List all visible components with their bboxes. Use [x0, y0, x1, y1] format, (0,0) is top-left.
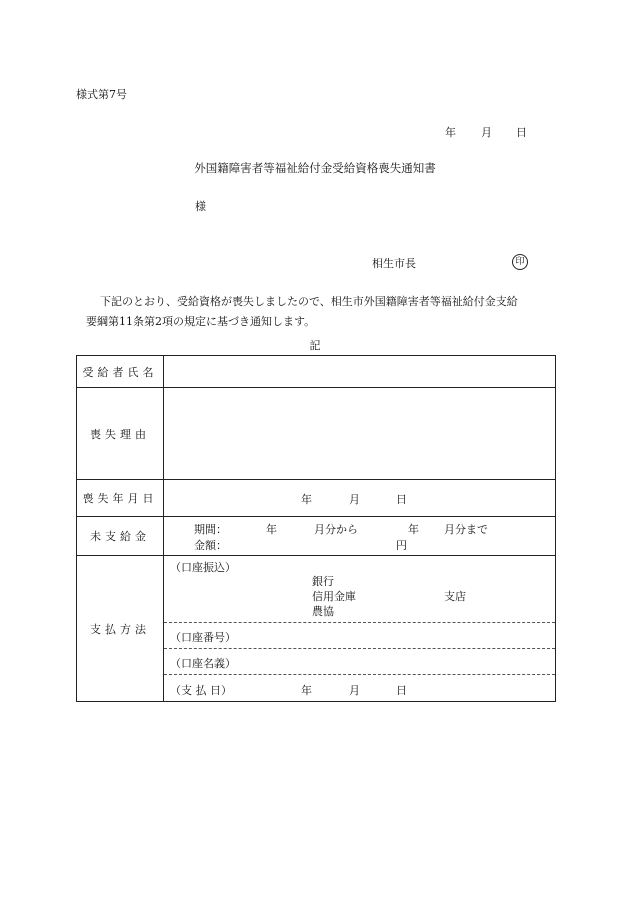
- loss-date-year: 年: [301, 493, 312, 506]
- pay-date-day: 日: [396, 684, 407, 697]
- pay-date-label: （支 払 日）: [170, 684, 232, 697]
- pay-date-month: 月: [349, 684, 360, 697]
- table-row-recipient: [77, 356, 556, 388]
- period-year-to: 年: [408, 523, 419, 536]
- transfer-label: （口座振込）: [170, 561, 236, 574]
- seal-mark: 印: [512, 254, 528, 270]
- account-name-label: （口座名義）: [170, 657, 236, 670]
- period-label: 期間：: [194, 523, 227, 536]
- period-year-from: 年: [266, 523, 277, 536]
- account-number-label: （口座番号）: [170, 631, 236, 644]
- nokyo-text: 農協: [312, 605, 334, 618]
- loss-date-label: 喪失年月日: [77, 480, 164, 517]
- recipient-name-label: 受給者氏名: [77, 356, 164, 388]
- table-row-reason: [77, 388, 556, 480]
- shinkin-text: 信用金庫: [312, 590, 356, 603]
- body-line-2: 要綱第11条第2項の規定に基づき通知します。: [86, 315, 316, 328]
- body-paragraph: [86, 292, 566, 332]
- branch-text: 支店: [444, 590, 466, 603]
- transfer-section[interactable]: [164, 556, 555, 623]
- ki-heading: 記: [309, 339, 321, 352]
- account-name-section[interactable]: [164, 649, 555, 675]
- reason-label: 喪失理由: [77, 388, 164, 480]
- addressee-suffix: 様: [195, 200, 206, 213]
- unpaid-label: 未支給金: [77, 517, 164, 556]
- amount-label: 金額：: [194, 539, 227, 552]
- table-row-unpaid: [77, 517, 556, 556]
- loss-date-day: 日: [396, 493, 407, 506]
- table-row-loss-date: [77, 480, 556, 517]
- date-month-unit: 月: [481, 126, 492, 139]
- form-table: [76, 355, 556, 702]
- period-from-text: 月分から: [314, 523, 358, 536]
- document-title: 外国籍障害者等福祉給付金受給資格喪失通知書: [194, 161, 436, 175]
- form-number: 様式第7号: [76, 88, 127, 101]
- payment-method-field: [164, 556, 556, 702]
- payment-method-label: 支払方法: [77, 556, 164, 702]
- issuer-name: 相生市長: [372, 257, 416, 270]
- loss-date-month: 月: [349, 493, 360, 506]
- recipient-name-field[interactable]: [164, 356, 556, 388]
- period-to-text: 月分まで: [444, 523, 488, 536]
- account-number-section[interactable]: [164, 623, 555, 649]
- loss-date-field[interactable]: [164, 480, 556, 517]
- date-year-unit: 年: [445, 126, 456, 139]
- pay-date-section[interactable]: [164, 675, 555, 701]
- unpaid-field[interactable]: [164, 517, 556, 556]
- body-line-1: 下記のとおり、受給資格が喪失しましたので、相生市外国籍障害者等福祉給付金支給: [100, 295, 518, 308]
- table-row-payment: [77, 556, 556, 702]
- date-day-unit: 日: [516, 126, 527, 139]
- pay-date-year: 年: [301, 684, 312, 697]
- amount-yen: 円: [396, 539, 407, 552]
- reason-field[interactable]: [164, 388, 556, 480]
- bank-text: 銀行: [312, 575, 334, 588]
